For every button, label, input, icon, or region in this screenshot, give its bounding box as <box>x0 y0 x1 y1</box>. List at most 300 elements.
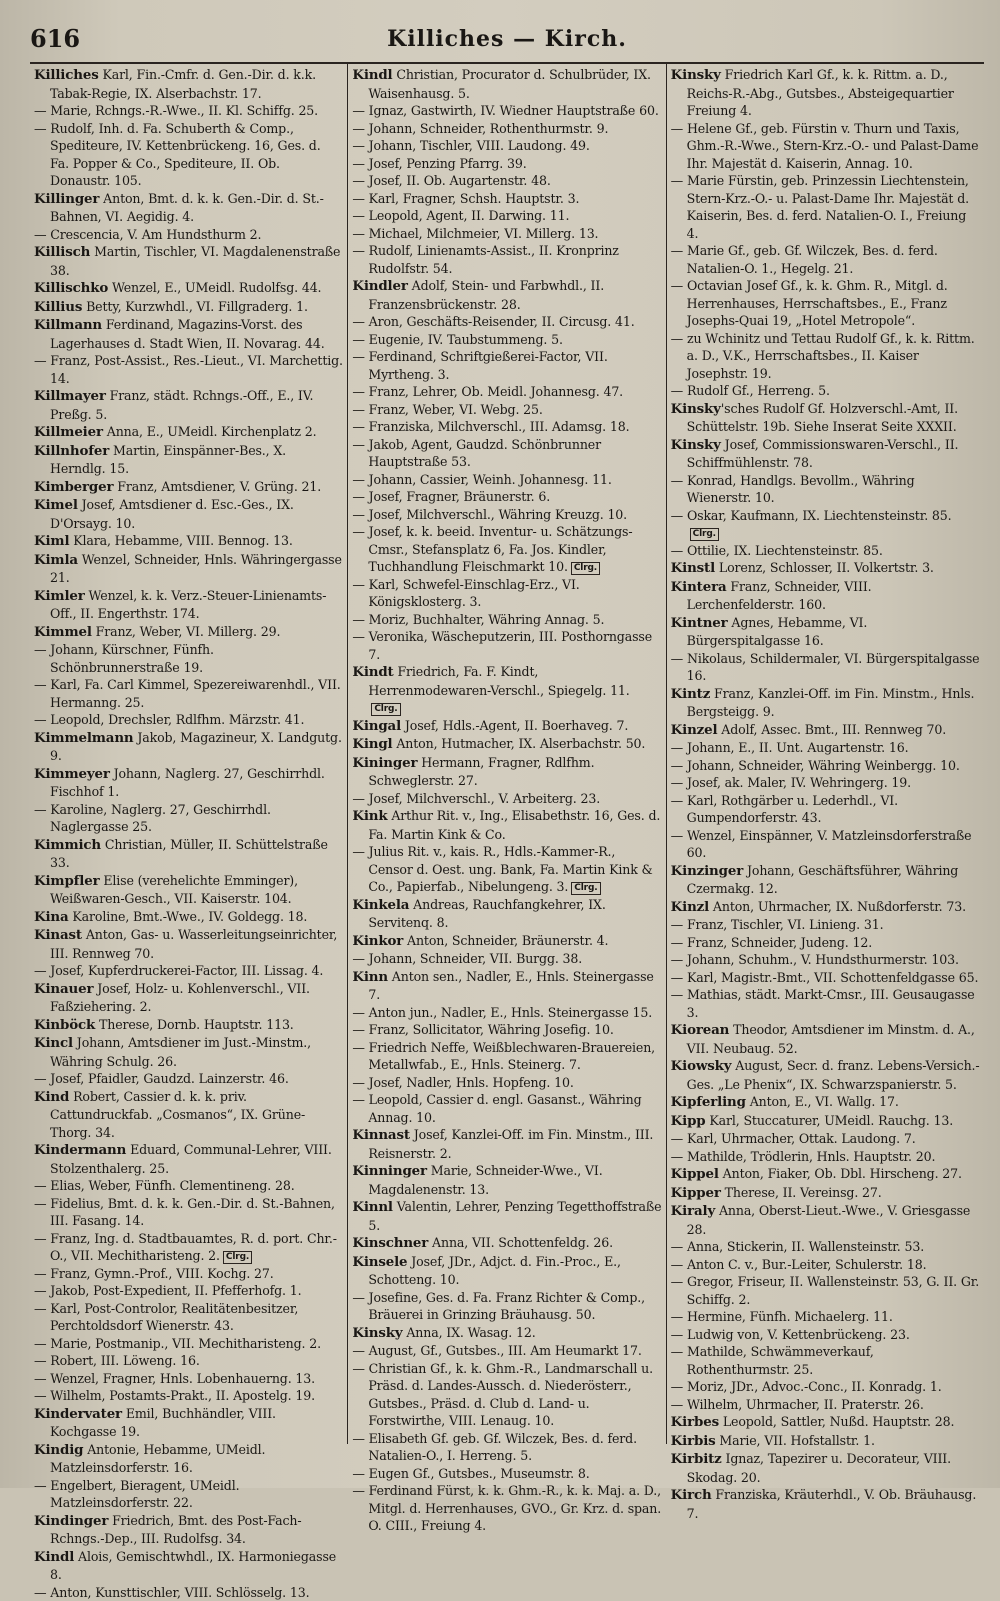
directory-entry <box>34 352 343 387</box>
entry-text: Arthur Rit. v., Ing., Elisabethstr. 16, Ges. d. Fa. Martin Kink & Co. <box>368 808 660 842</box>
directory-entry <box>352 120 661 138</box>
directory-entry <box>352 471 661 489</box>
directory-entry <box>34 120 343 190</box>
directory-entry <box>34 1195 343 1230</box>
directory-entry <box>352 1253 661 1289</box>
entry-text: Anton, Schneider, Bräunerstr. 4. <box>403 933 608 948</box>
entry-text: — Karl, Magistr.-Bmt., VII. Schottenfeldgasse 65. <box>671 970 979 985</box>
entry-text: Robert, Cassier d. k. k. priv. Cattundruckfab. „Cosmanos“, IX. Grüne-Thorg. 34. <box>50 1089 305 1140</box>
directory-entry <box>34 729 343 765</box>
entry-text: Marie, VII. Hofstallstr. 1. <box>716 1433 875 1448</box>
directory-entry <box>671 242 980 277</box>
entry-headword: Killmeier <box>34 424 103 440</box>
directory-entry <box>34 1387 343 1405</box>
directory-entry <box>34 1548 343 1584</box>
directory-entry <box>352 754 661 790</box>
entry-text: Emil, Buchhändler, VIII. Kochgasse 19. <box>50 1406 276 1440</box>
directory-entry <box>34 387 343 423</box>
entry-text: — Franz, Post-Assist., Res.-Lieut., VI. Marchettig. 14. <box>34 353 343 386</box>
entry-text: Franz, Kanzlei-Off. im Fin. Minstm., Hnls. Bergsteigg. 9. <box>687 686 975 720</box>
entry-text: — Karl, Uhrmacher, Ottak. Laudong. 7. <box>671 1131 916 1146</box>
entry-text: Anton, Gas- u. Wasserleitungseinrichter, III. Rennweg 70. <box>50 927 337 961</box>
directory-entry <box>352 1039 661 1074</box>
directory-entry <box>352 331 661 349</box>
registration-badge: Clrg. <box>371 703 400 716</box>
directory-entry <box>34 298 343 317</box>
directory-entry <box>671 330 980 383</box>
directory-entry <box>34 676 343 711</box>
entry-text: Karoline, Bmt.-Wwe., IV. Goldegg. 18. <box>69 909 308 924</box>
entry-text: — Josef, Pfaidler, Gaudzd. Lainzerstr. 46. <box>34 1071 289 1086</box>
directory-entry <box>34 1512 343 1548</box>
entry-text: Lorenz, Schlosser, II. Volkertstr. 3. <box>715 560 934 575</box>
entry-headword: Kimmelmann <box>34 730 134 746</box>
entry-headword: Killmayer <box>34 388 106 404</box>
entry-headword: Kintera <box>671 579 727 595</box>
directory-entry <box>352 1162 661 1198</box>
entry-text: Martin, Einspänner-Bes., X. Herndlg. 15. <box>50 443 286 477</box>
entry-text: Friedrich, Fa. F. Kindt, Herrenmodewaren-Verschl., Spiegelg. 11. <box>368 664 629 698</box>
entry-text: — Gregor, Friseur, II. Wallensteinstr. 53, G. II. Gr. Schiffg. 2. <box>671 1274 979 1307</box>
directory-entry <box>352 506 661 524</box>
entry-text: — Marie, Postmanip., VII. Mechitharisteng. 2. <box>34 1336 321 1351</box>
entry-headword: Kintz <box>671 686 711 702</box>
directory-entry <box>34 1370 343 1388</box>
directory-entry <box>352 932 661 951</box>
directory-entry <box>671 120 980 173</box>
entry-text: Ignaz, Tapezirer u. Decorateur, VIII. Skodag. 20. <box>687 1451 951 1485</box>
directory-entry <box>352 418 661 436</box>
entry-text: Marie, Schneider-Wwe., VI. Magdalenenstr. 13. <box>368 1163 602 1197</box>
directory-entry <box>671 898 980 917</box>
entry-text: Antonie, Hebamme, UMeidl. Matzleinsdorferstr. 16. <box>50 1442 265 1476</box>
directory-entry <box>671 739 980 757</box>
directory-entry <box>34 1070 343 1088</box>
directory-entry <box>671 1130 980 1148</box>
directory-entry <box>352 807 661 843</box>
directory-entry <box>34 1441 343 1477</box>
directory-entry <box>352 1430 661 1465</box>
directory-entry <box>352 190 661 208</box>
entry-text: — Franz, Weber, VI. Webg. 25. <box>352 402 542 417</box>
entry-text: Anna, E., UMeidl. Kirchenplatz 2. <box>103 424 317 439</box>
entry-text: — Karl, Rothgärber u. Lederhdl., VI. Gumpendorferstr. 43. <box>671 793 898 826</box>
directory-entry <box>34 316 343 352</box>
entry-text: — Jakob, Post-Expedient, II. Pfefferhofg. 1. <box>34 1283 301 1298</box>
entry-text: Franz, Weber, VI. Millerg. 29. <box>92 624 281 639</box>
entry-text: — Franziska, Milchverschl., III. Adamsg. 18. <box>352 419 629 434</box>
entry-text: Anton, Hutmacher, IX. Alserbachstr. 50. <box>393 736 646 751</box>
entry-text: Wenzel, Schneider, Hnls. Währingergasse 21. <box>50 552 342 586</box>
directory-entry <box>352 1021 661 1039</box>
entry-text: — Johann, Schuhm., V. Hundsthurmerstr. 103. <box>671 952 959 967</box>
entry-text: — Ferdinand Fürst, k. k. Ghm.-R., k. k. Maj. a. D., Mitgl. d. Herrenhauses, GVO., Gr. Krz. d. span. O. CIII., Freiung 4. <box>352 1483 661 1533</box>
entry-headword: Kinzl <box>671 899 709 915</box>
entry-text: — Wilhelm, Postamts-Prakt., II. Apostelg. 19. <box>34 1388 315 1403</box>
registration-badge: Clrg. <box>690 528 719 541</box>
directory-entry <box>671 66 980 120</box>
entry-text: — Anna, Stickerin, II. Wallensteinstr. 53. <box>671 1239 924 1254</box>
directory-entry <box>352 950 661 968</box>
column-3 <box>666 64 984 1444</box>
entry-text: Christian, Procurator d. Schulbrüder, IX. Waisenhausg. 5. <box>368 67 651 101</box>
entry-text: Franziska, Kräuterhdl., V. Ob. Bräuhausg. 7. <box>687 1487 977 1521</box>
entry-text: Christian, Müller, II. Schüttelstraße 33. <box>50 837 328 871</box>
entry-text: Betty, Kurzwhdl., VI. Fillgraderg. 1. <box>82 299 308 314</box>
directory-entry <box>352 1234 661 1253</box>
directory-entry <box>352 1126 661 1162</box>
column-1 <box>30 64 347 1444</box>
directory-entry <box>34 478 343 497</box>
entry-text: — Robert, III. Löweng. 16. <box>34 1353 200 1368</box>
directory-entry <box>34 641 343 676</box>
entry-text: — Josef, Kupferdruckerei-Factor, III. Lissag. 4. <box>34 963 323 978</box>
directory-entry <box>34 551 343 587</box>
column-2 <box>347 64 665 1444</box>
directory-entry <box>352 1074 661 1092</box>
directory-entry <box>34 1265 343 1283</box>
entry-headword: Kimla <box>34 552 78 568</box>
entry-text: — Josef, Penzing Pfarrg. 39. <box>352 156 526 171</box>
directory-entry <box>671 1148 980 1166</box>
directory-entry <box>671 614 980 650</box>
directory-entry <box>671 1165 980 1184</box>
entry-text: — Marie, Rchngs.-R.-Wwe., II. Kl. Schiffg. 25. <box>34 103 318 118</box>
entry-headword: Kiowsky <box>671 1058 732 1074</box>
entry-text: — Johann, Schneider, Rothenthurmstr. 9. <box>352 121 608 136</box>
directory-entry <box>352 1004 661 1022</box>
entry-text: Josef, Holz- u. Kohlenverschl., VII. Faßziehering. 2. <box>50 981 310 1015</box>
entry-headword: Killiches <box>34 67 99 83</box>
entry-text: — Rudolf, Inh. d. Fa. Schuberth & Comp., Spediteure, IV. Kettenbrückeng. 16, Ges. d. Fa. Popper & Co., Spediteure, II. Ob. Donaustr. 105. <box>34 121 321 189</box>
directory-entry <box>671 382 980 400</box>
registration-badge: Clrg. <box>223 1251 252 1264</box>
entry-text: Karl, Stuccaturer, UMeidl. Rauchg. 13. <box>706 1113 954 1128</box>
entry-headword: Kippel <box>671 1166 719 1182</box>
entry-text: — Mathilde, Trödlerin, Hnls. Hauptstr. 20. <box>671 1149 936 1164</box>
directory-entry <box>34 1177 343 1195</box>
entry-text: Johann, Amtsdiener im Just.-Minstm., Währing Schulg. 26. <box>50 1035 311 1069</box>
entry-text: — Karoline, Naglerg. 27, Geschirrhdl. Naglergasse 25. <box>34 802 271 835</box>
entry-headword: Kink <box>352 808 387 824</box>
entry-headword: Kirch <box>671 1487 712 1503</box>
registration-badge: Clrg. <box>571 882 600 895</box>
entry-text: Hermann, Fragner, Rdlfhm. Schweglerstr. 27. <box>368 755 594 789</box>
entry-headword: Kinnl <box>352 1199 393 1215</box>
entry-headword: Kindl <box>34 1549 74 1565</box>
entry-text: — Josef, Nadler, Hnls. Hopfeng. 10. <box>352 1075 573 1090</box>
entry-text: — Leopold, Agent, II. Darwing. 11. <box>352 208 569 223</box>
directory-entry <box>671 1256 980 1274</box>
entry-text: Wenzel, E., UMeidl. Rudolfsg. 44. <box>108 280 321 295</box>
page-number: 616 <box>30 24 80 53</box>
directory-entry <box>352 717 661 736</box>
directory-entry <box>352 1482 661 1535</box>
entry-headword: Kinninger <box>352 1163 427 1179</box>
directory-entry <box>34 1405 343 1441</box>
entry-text: — Nikolaus, Schildermaler, VI. Bürgerspitalgasse 16. <box>671 651 980 684</box>
entry-text: — Karl, Fa. Carl Kimmel, Spezereiwarenhdl., VII. Hermanng. 25. <box>34 677 341 710</box>
entry-text: Jakob, Magazineur, X. Landgutg. 9. <box>50 730 342 764</box>
directory-entry <box>34 1141 343 1177</box>
entry-text: — Karl, Fragner, Schsh. Hauptstr. 3. <box>352 191 579 206</box>
entry-text: — Johann, Schneider, Währing Weinbergg. 10. <box>671 758 960 773</box>
entry-text: — Rudolf, Linienamts-Assist., II. Kronprinz Rudolfstr. 54. <box>352 243 618 276</box>
directory-entry <box>352 663 661 717</box>
entry-text: — Konrad, Handlgs. Bevollm., Währing Wienerstr. 10. <box>671 473 915 506</box>
entry-text: — Franz, Ing. d. Stadtbauamtes, R. d. port. Chr.-O., VII. Mechitharisteng. 2. <box>34 1231 337 1264</box>
directory-entry <box>34 872 343 908</box>
directory-entry <box>352 1091 661 1126</box>
directory-entry <box>34 1300 343 1335</box>
entry-text: Anton, Fiaker, Ob. Dbl. Hirscheng. 27. <box>719 1166 962 1181</box>
entry-text: Josef, Amtsdiener d. Esc.-Ges., IX. D'Orsayg. 10. <box>50 497 294 531</box>
directory-entry <box>352 225 661 243</box>
directory-entry <box>671 1413 980 1432</box>
directory-entry <box>352 383 661 401</box>
directory-entry <box>34 1016 343 1035</box>
entry-headword: Kiraly <box>671 1203 715 1219</box>
directory-entry <box>352 313 661 331</box>
entry-text: — Mathias, städt. Markt-Cmsr., III. Geusaugasse 3. <box>671 987 975 1020</box>
directory-entry <box>671 1021 980 1057</box>
directory-entry <box>352 790 661 808</box>
entry-headword: Kindermann <box>34 1142 126 1158</box>
directory-entry <box>352 207 661 225</box>
directory-entry <box>671 951 980 969</box>
entry-headword: Killisch <box>34 244 90 260</box>
directory-entry <box>671 1057 980 1093</box>
directory-entry <box>352 968 661 1004</box>
entry-text: Franz, Schneider, VIII. Lerchenfelderstr. 160. <box>687 579 872 613</box>
entry-headword: Kimler <box>34 588 85 604</box>
entry-text: Josef, JDr., Adjct. d. Fin.-Proc., E., Schotteng. 10. <box>368 1254 621 1288</box>
entry-text: — Crescencia, V. Am Hundsthurm 2. <box>34 227 261 242</box>
directory-entry <box>34 423 343 442</box>
directory-entry <box>34 1335 343 1353</box>
entry-headword: Kinkor <box>352 933 403 949</box>
entry-text: — Josef, Milchverschl., V. Arbeiterg. 23. <box>352 791 600 806</box>
directory-entry <box>671 1202 980 1238</box>
entry-text: Anton, Uhrmacher, IX. Nußdorferstr. 73. <box>709 899 966 914</box>
entry-text: — Oskar, Kaufmann, IX. Liechtensteinstr. 85. <box>671 508 952 523</box>
entry-text: Alois, Gemischtwhdl., IX. Harmoniegasse 8. <box>50 1549 336 1583</box>
entry-text: Elise (verehelichte Emminger), Weißwaren-Gesch., VII. Kaiserstr. 104. <box>50 873 298 907</box>
entry-text: Klara, Hebamme, VIII. Bennog. 13. <box>69 533 292 548</box>
directory-entry <box>352 436 661 471</box>
entry-text: — August, Gf., Gutsbes., III. Am Heumarkt 17. <box>352 1343 641 1358</box>
entry-text: — Josef, ak. Maler, IV. Wehringerg. 19. <box>671 775 911 790</box>
directory-entry <box>671 1450 980 1486</box>
entry-headword: Kindinger <box>34 1513 108 1529</box>
directory-entry <box>671 1093 980 1112</box>
entry-text: — Rudolf Gf., Herreng. 5. <box>671 383 830 398</box>
entry-headword: Kimberger <box>34 479 113 495</box>
entry-text: Adolf, Stein- und Farbwhdl., II. Franzensbrückenstr. 28. <box>368 278 604 312</box>
entry-headword: Kinschner <box>352 1235 428 1251</box>
directory-entry <box>352 1465 661 1483</box>
entry-text: — Wenzel, Fragner, Hnls. Lobenhauerng. 13. <box>34 1371 315 1386</box>
directory-entry <box>352 735 661 754</box>
entry-text: Ferdinand, Magazins-Vorst. des Lagerhauses d. Stadt Wien, II. Novarag. 44. <box>50 317 325 351</box>
directory-entry <box>34 496 343 532</box>
entry-text: Anna, Oberst-Lieut.-Wwe., V. Griesgasse 28. <box>687 1203 971 1237</box>
directory-entry <box>671 172 980 242</box>
entry-text: Anna, VII. Schottenfeldg. 26. <box>428 1235 613 1250</box>
directory-entry <box>671 542 980 560</box>
entry-text: — Franz, Lehrer, Ob. Meidl. Johannesg. 47. <box>352 384 623 399</box>
entry-headword: Kirbitz <box>671 1451 722 1467</box>
entry-text: — Michael, Milchmeier, VI. Millerg. 13. <box>352 226 598 241</box>
directory-entry <box>671 827 980 862</box>
entry-text: — Anton jun., Nadler, E., Hnls. Steinergasse 15. <box>352 1005 652 1020</box>
entry-text: — Jakob, Agent, Gaudzd. Schönbrunner Hauptstraße 53. <box>352 437 601 470</box>
entry-text: — Johann, Tischler, VIII. Laudong. 49. <box>352 138 589 153</box>
entry-text: Johann, Naglerg. 27, Geschirrhdl. Fischhof 1. <box>50 766 325 800</box>
directory-entry <box>352 1198 661 1234</box>
entry-text: — Marie Fürstin, geb. Prinzessin Liechtenstein, Stern-Krz.-O.- u. Palast-Dame Ihr. Majestät d. Kaiserin, Bes. d. ferd. Natalien-O. I., Freiung 4. <box>671 173 969 241</box>
entry-text: — Josefine, Ges. d. Fa. Franz Richter & Comp., Bräuerei in Grinzing Bräuhausg. 50. <box>352 1290 645 1323</box>
entry-headword: Kinzinger <box>671 863 743 879</box>
entry-text: — Johann, Schneider, VII. Burgg. 38. <box>352 951 582 966</box>
entry-text: — Franz, Sollicitator, Währing Josefig. 10. <box>352 1022 613 1037</box>
entry-text: — Christian Gf., k. k. Ghm.-R., Landmarschall u. Präsd. d. Landes-Aussch. d. Niederösterr., Gutsbes., Präsd. d. Club d. Land- u. Forstwirthe, VIII. Lenaug. 10. <box>352 1361 653 1429</box>
entry-headword: Kindler <box>352 278 407 294</box>
directory-entry <box>671 578 980 614</box>
directory-entry <box>671 774 980 792</box>
directory-entry <box>34 1584 343 1601</box>
entry-text: — Elisabeth Gf. geb. Gf. Wilczek, Bes. d. ferd. Natalien-O., I. Herreng. 5. <box>352 1431 637 1464</box>
entry-text: — Hermine, Fünfh. Michaelerg. 11. <box>671 1309 893 1324</box>
entry-headword: Kinsky <box>352 1325 402 1341</box>
entry-text: — Eugen Gf., Gutsbes., Museumstr. 8. <box>352 1466 589 1481</box>
directory-entry <box>34 442 343 478</box>
entry-text: — Julius Rit. v., kais. R., Hdls.-Kammer-R., Censor d. Oest. ung. Bank, Fa. Martin Kink & Co., Papierfab., Nibelungeng. 3. <box>352 844 652 894</box>
directory-entry <box>34 66 343 102</box>
entry-text: — Johann, Cassier, Weinh. Johannesg. 11. <box>352 472 611 487</box>
entry-text: — Wilhelm, Uhrmacher, II. Praterstr. 26. <box>671 1397 924 1412</box>
entry-headword: Kimmich <box>34 837 101 853</box>
entry-headword: Kipferling <box>671 1094 746 1110</box>
entry-headword: Kinsele <box>352 1254 407 1270</box>
directory-entry <box>34 1352 343 1370</box>
entry-text: — Ottilie, IX. Liechtensteinstr. 85. <box>671 543 883 558</box>
entry-text: — Franz, Gymn.-Prof., VIII. Kochg. 27. <box>34 1266 274 1281</box>
entry-headword: Kimmel <box>34 624 92 640</box>
entry-headword: Kiorean <box>671 1022 730 1038</box>
directory-entry <box>671 277 980 330</box>
entry-text: — Anton, Kunsttischler, VIII. Schlösselg. 13. <box>34 1585 309 1600</box>
entry-text: Andreas, Rauchfangkehrer, IX. Servitenq. 8. <box>368 897 605 931</box>
entry-headword: Kimpfler <box>34 873 99 889</box>
directory-entry <box>671 1273 980 1308</box>
entry-text: — Josef, k. k. beeid. Inventur- u. Schätzungs-Cmsr., Stefansplatz 6, Fa. Jos. Kindler, Tuchhandlung Fleischmarkt 10. <box>352 524 632 574</box>
directory-entry <box>352 523 661 576</box>
entry-text: Josef, Kanzlei-Off. im Fin. Minstm., III. Reisnerstr. 2. <box>368 1127 653 1161</box>
entry-text: — Ferdinand, Schriftgießerei-Factor, VII. Myrtheng. 3. <box>352 349 607 382</box>
entry-text: Friedrich, Bmt. des Post-Fach-Rchngs.-Dep., III. Rudolfsg. 34. <box>50 1513 302 1547</box>
directory-entry <box>352 611 661 629</box>
entry-text: Valentin, Lehrer, Penzing Tegetthoffstraße 5. <box>368 1199 661 1233</box>
entry-headword: Kirbes <box>671 1414 719 1430</box>
entry-headword: Kinböck <box>34 1017 95 1033</box>
directory-entry <box>671 1396 980 1414</box>
entry-headword: Kintner <box>671 615 728 631</box>
directory-entry <box>34 1088 343 1142</box>
directory-entry <box>34 980 343 1016</box>
entry-headword: Killischko <box>34 280 108 296</box>
directory-entry <box>671 472 980 507</box>
directory-entry <box>671 507 980 542</box>
entry-text: — Mathilde, Schwämmeverkauf, Rothenthurmstr. 25. <box>671 1344 874 1377</box>
entry-text: — Josef, II. Ob. Augartenstr. 48. <box>352 173 550 188</box>
entry-text: — Engelbert, Bieragent, UMeidl. Matzleinsdorferstr. 22. <box>34 1478 239 1511</box>
entry-text: — Eugenie, IV. Taubstummeng. 5. <box>352 332 563 347</box>
directory-entry <box>671 436 980 472</box>
entry-headword: Kincl <box>34 1035 73 1051</box>
entry-text: Franz, städt. Rchngs.-Off., E., IV. Preßg. 5. <box>50 388 313 422</box>
entry-text: — Johann, E., II. Unt. Augartenstr. 16. <box>671 740 909 755</box>
entry-text: August, Secr. d. franz. Lebens-Versich.-Ges. „Le Phenix“, IX. Schwarzspanierstr. 5. <box>687 1058 980 1092</box>
entry-text: Johann, Geschäftsführer, Währing Czermakg. 12. <box>687 863 959 897</box>
directory-entry <box>671 916 980 934</box>
directory-entry <box>671 934 980 952</box>
directory-entry <box>34 532 343 551</box>
directory-entry <box>352 401 661 419</box>
entry-headword: Kinast <box>34 927 82 943</box>
entry-text: — Ignaz, Gastwirth, IV. Wiedner Hauptstraße 60. <box>352 103 658 118</box>
entry-text: Josef, Commissionswaren-Verschl., II. Schiffmühlenstr. 78. <box>687 437 959 471</box>
entry-text: Theodor, Amtsdiener im Minstm. d. A., VII. Neubaug. 52. <box>687 1022 975 1056</box>
directory-entry <box>34 226 343 244</box>
entry-headword: Kinkela <box>352 897 409 913</box>
entry-text: Karl, Fin.-Cmfr. d. Gen.-Dir. d. k.k. Tabak-Regie, IX. Alserbachstr. 17. <box>50 67 316 101</box>
entry-text: — Veronika, Wäscheputzerin, III. Posthorngasse 7. <box>352 629 652 662</box>
entry-headword: Kipp <box>671 1113 706 1129</box>
directory-entry <box>352 576 661 611</box>
directory-entry <box>671 1343 980 1378</box>
entry-headword: Kinzel <box>671 722 718 738</box>
entry-text: — Friedrich Neffe, Weißblechwaren-Brauereien, Metallwfab., E., Hnls. Steinerg. 7. <box>352 1040 655 1073</box>
entry-text: 'sches Rudolf Gf. Holzverschl.-Amt, II. Schüttelstr. 19b. Siehe Inserat Seite XXXII. <box>687 401 958 435</box>
entry-headword: Kindervater <box>34 1406 122 1422</box>
entry-headword: Kininger <box>352 755 417 771</box>
entry-text: Friedrich Karl Gf., k. k. Rittm. a. D., Reichs-R.-Abg., Gutsbes., Absteigequartier Freiung 4. <box>687 67 954 118</box>
entry-text: — Karl, Schwefel-Einschlag-Erz., VI. Königsklosterg. 3. <box>352 577 579 610</box>
directory-entry <box>352 277 661 313</box>
directory-entry <box>352 242 661 277</box>
directory-entry <box>352 348 661 383</box>
entry-text: Franz, Amtsdiener, V. Grüng. 21. <box>113 479 321 494</box>
directory-entry <box>671 986 980 1021</box>
entry-headword: Kingl <box>352 736 392 752</box>
directory-entry <box>671 792 980 827</box>
directory-entry <box>352 1324 661 1343</box>
entry-headword: Killnhofer <box>34 443 109 459</box>
entry-text: — zu Wchinitz und Tettau Rudolf Gf., k. k. Rittm. a. D., V.K., Herrschaftsbes., II. Kaiser Josephstr. 19. <box>671 331 975 381</box>
entry-text: Eduard, Communal-Lehrer, VIII. Stolzenthalerg. 25. <box>50 1142 332 1176</box>
directory-entry <box>34 190 343 226</box>
entry-headword: Killius <box>34 299 82 315</box>
directory-entry <box>671 721 980 740</box>
directory-entry <box>34 102 343 120</box>
entry-text: Anton sen., Nadler, E., Hnls. Steinergasse 7. <box>368 969 653 1003</box>
entry-headword: Kindt <box>352 664 393 680</box>
entry-headword: Kind <box>34 1089 69 1105</box>
directory-entry <box>671 685 980 721</box>
directory-columns <box>30 64 984 1444</box>
directory-entry <box>671 969 980 987</box>
